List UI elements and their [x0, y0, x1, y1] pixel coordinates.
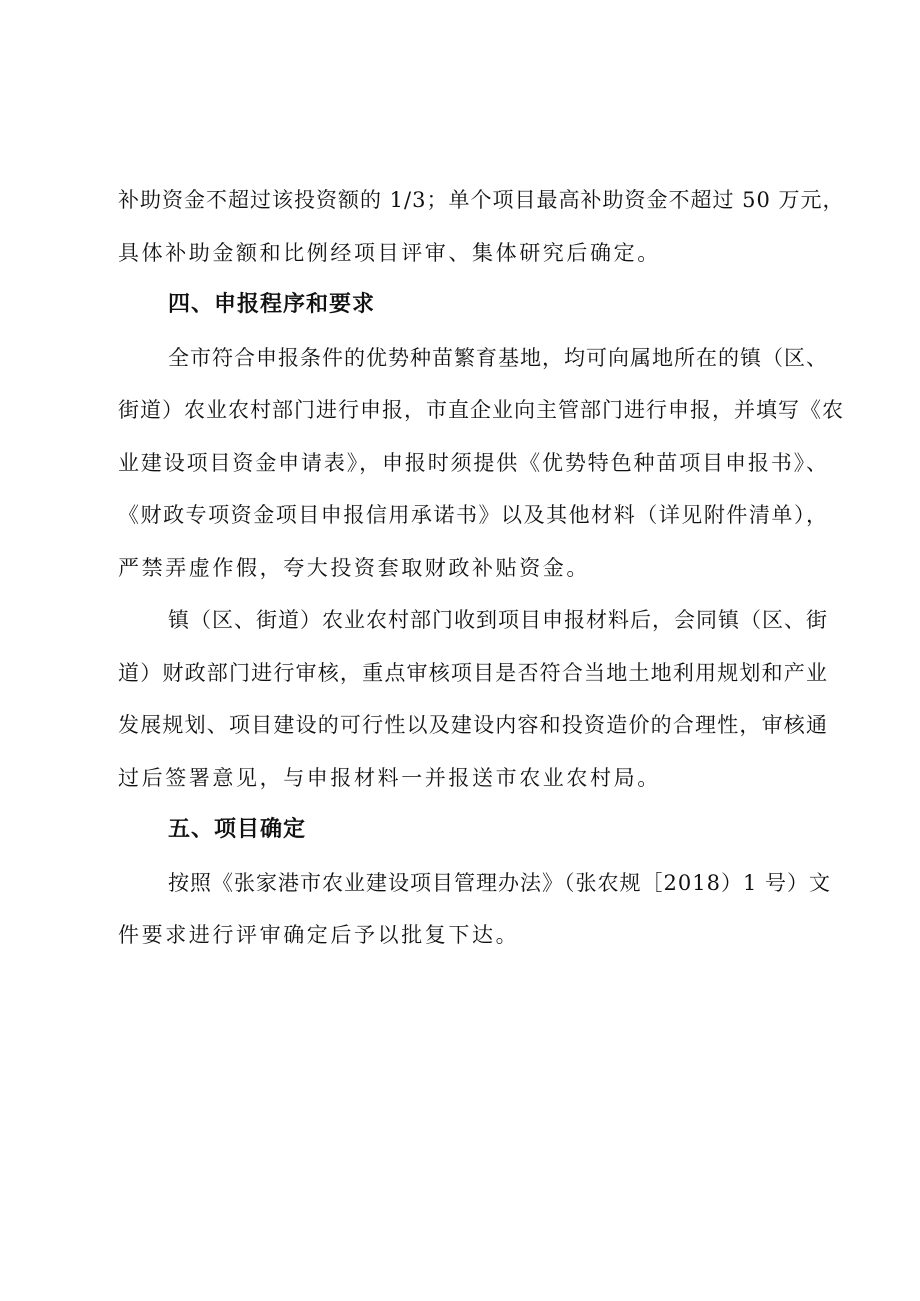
- paragraph-subsidy: [118, 174, 845, 279]
- paragraph-review-procedure: [118, 594, 828, 804]
- text-line: 补助资金不超过该投资额的 1/3；单个项目最高补助资金不超过 50 万元，: [118, 188, 845, 212]
- text-line: 街道）农业农村部门进行申报，市直企业向主管部门进行申报，并填写《农: [118, 398, 844, 422]
- text-line: 件要求进行评审确定后予以批复下达。: [118, 923, 520, 947]
- text-line: 镇（区、街道）农业农村部门收到项目申报材料后，会同镇（区、街: [168, 608, 828, 632]
- text-line: 道）财政部门进行审核，重点审核项目是否符合当地土地利用规划和产业: [118, 660, 828, 685]
- paragraph-application-procedure: [118, 332, 844, 595]
- text-line: 发展规划、项目建设的可行性以及建设内容和投资造价的合理性，审核通: [118, 713, 828, 737]
- text-line: 全市符合申报条件的优势种苗繁育基地，均可向属地所在的镇（区、: [168, 345, 828, 370]
- paragraph-project-confirmation: [118, 857, 831, 962]
- section-heading-4: 四、申报程序和要求: [168, 292, 376, 317]
- section-heading-5: 五、项目确定: [168, 817, 307, 842]
- text-line: 过后签署意见，与申报材料一并报送市农业农村局。: [118, 765, 661, 790]
- text-line: 具体补助金额和比例经项目评审、集体研究后确定。: [118, 240, 661, 265]
- text-line: 严禁弄虚作假，夸大投资套取财政补贴资金。: [118, 555, 590, 580]
- text-line: 业建设项目资金申请表》，申报时须提供《优势特色种苗项目申报书》、: [118, 450, 828, 475]
- text-line: 《财政专项资金项目申报信用承诺书》以及其他材料（详见附件清单），: [118, 503, 828, 527]
- text-line: 按照《张家港市农业建设项目管理办法》（张农规［2018）1 号）文: [168, 870, 831, 895]
